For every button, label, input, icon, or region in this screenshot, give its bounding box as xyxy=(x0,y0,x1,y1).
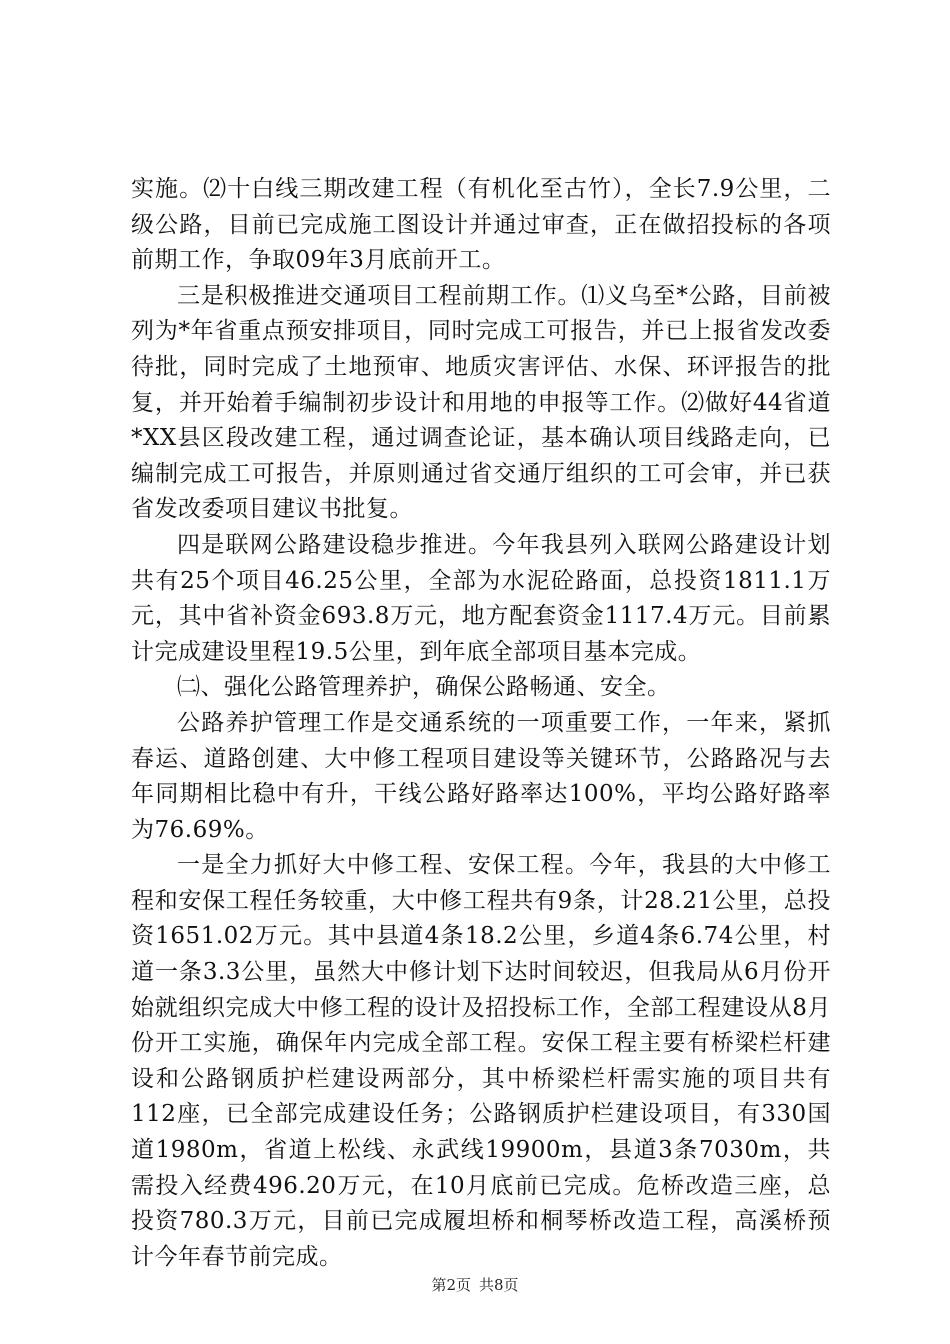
section-heading: ㈡、强化公路管理养护，确保公路畅通、安全。 xyxy=(177,674,671,701)
page-total: 共8页 xyxy=(479,1276,519,1294)
document-body xyxy=(131,172,831,1275)
page-number: 第2页 xyxy=(431,1276,471,1294)
paragraph-2: 三是积极推进交通项目工程前期工作。⑴义乌至*公路，目前被列为*年省重点预安排项目，同时完成工可报告，并已上报省发改委待批，同时完成了土地预审、地质灾害评估、水保、环评报告的批复，并开始着手编制初步设计和用地的申报等工作。⑵做好44省道*XX县区段改建工程，通过调查论证，基本确认项目线路走向，已编制完成工可报告，并原则通过省交通厅组织的工可会审，并已获省发改委项目建议书批复。 xyxy=(131,282,831,523)
paragraph-5: 公路养护管理工作是交通系统的一项重要工作，一年来，紧抓春运、道路创建、大中修工程项目建设等关键环节，公路路况与去年同期相比稳中有升，干线公路好路率达100%，平均公路好路率为76.69%。 xyxy=(131,709,831,843)
paragraph-6: 一是全力抓好大中修工程、安保工程。今年，我县的大中修工程和安保工程任务较重，大中修工程共有9条，计28.21公里，总投资1651.02万元。其中县道4条18.2公里，乡道4条6.74公里，村道一条3.3公里，虽然大中修计划下达时间较迟，但我局从6月份开始就组织完成大中修工程的设计及招投标工作，全部工程建设从8月份开工实施，确保年内完成全部工程。安保工程主要有桥梁栏杆建设和公路钢质护栏建设两部分，其中桥梁栏杆需实施的项目共有112座，已全部完成建设任务；公路钢质护栏建设项目，有330国道1980m，省道上松线、永武线19900m，县道3条7030m，共需投入经费496.20万元，在10月底前已完成。危桥改造三座，总投资780.3万元，目前已完成履坦桥和桐琴桥改造工程，高溪桥预计今年春节前完成。 xyxy=(131,852,831,1270)
paragraph-1: 实施。⑵十白线三期改建工程（有机化至古竹），全长7.9公里，二级公路，目前已完成施工图设计并通过审查，正在做招投标的各项前期工作，争取09年3月底前开工。 xyxy=(131,176,831,274)
page-footer xyxy=(0,1275,950,1295)
paragraph-3: 四是联网公路建设稳步推进。今年我县列入联网公路建设计划共有25个项目46.25公里，全部为水泥砼路面，总投资1811.1万元，其中省补资金693.8万元，地方配套资金1117.4万元。目前累计完成建设里程19.5公里，到年底全部项目基本完成。 xyxy=(131,531,831,665)
